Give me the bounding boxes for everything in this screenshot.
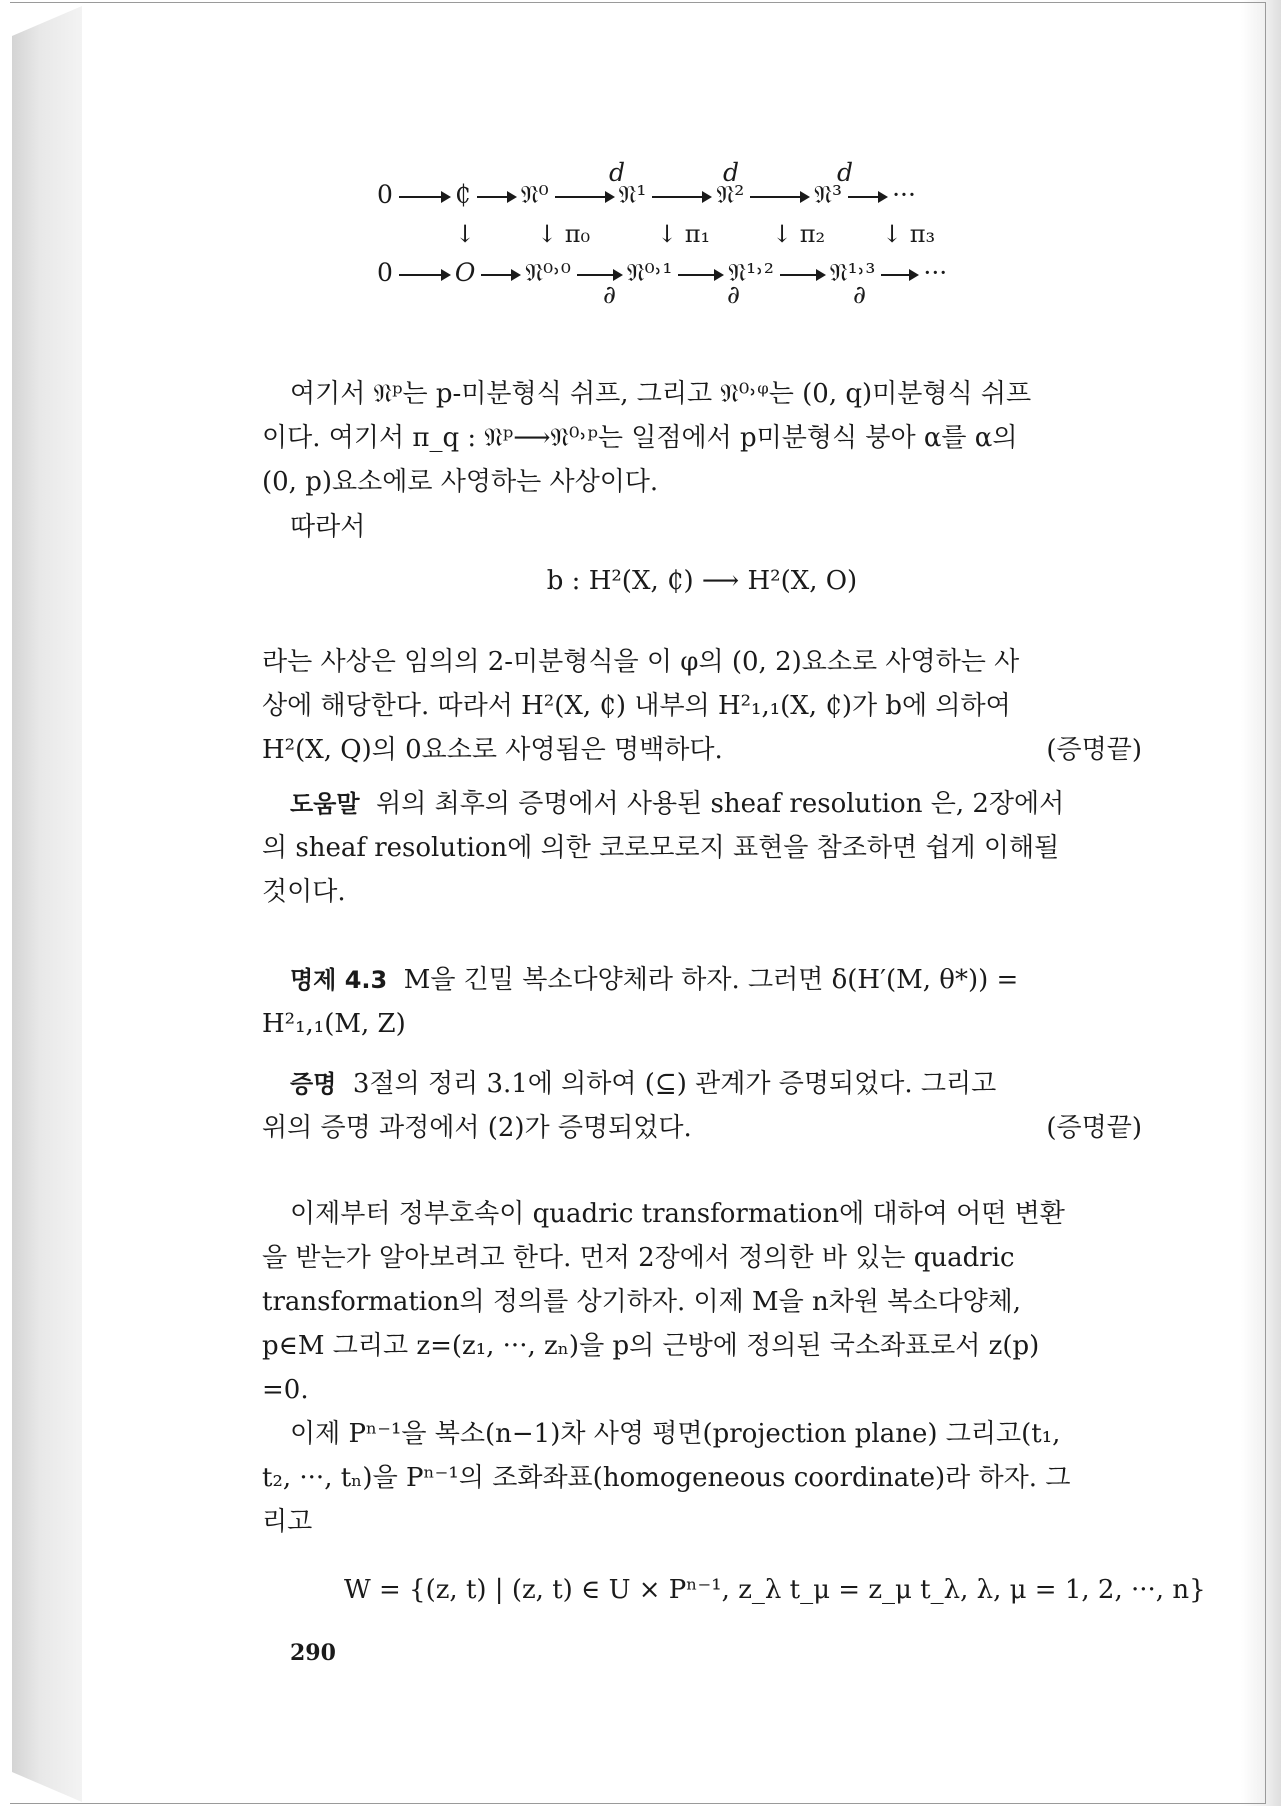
diagram-c: ₵: [454, 180, 471, 209]
qed-mark: (증명끝): [1046, 735, 1142, 765]
page-number: 290: [290, 1640, 336, 1666]
d-label: d: [723, 158, 740, 187]
arrow-d: [652, 196, 710, 198]
text-line: 3절의 정리 3.1에 의하여 (⊆) 관계가 증명되었다. 그리고: [352, 1069, 997, 1099]
qed-mark: (증명끝): [1046, 1113, 1142, 1143]
paragraph-4: [262, 1192, 1142, 1412]
equation-2: W = {(z, t) | (z, t) ∈ U × Pⁿ⁻¹, z_λ t_μ = z_μ t_λ, λ, μ = 1, 2, ···, n}: [344, 1575, 1206, 1605]
paragraph-5: [262, 1412, 1142, 1544]
text-line: M을 긴밀 복소다양체라 하자. 그러면 δ(H′(M, θ*)) =: [403, 965, 1019, 995]
vertical-arrow: ↓: [455, 220, 476, 248]
proposition-label: 명제 4.3: [290, 966, 388, 994]
pi2-arrow: ↓ π₂: [772, 220, 826, 248]
text-line: H²(X, Q)의 0요소로 사영됨은 명백하다.: [262, 735, 723, 765]
text-line: 여기서 𝔑ᵖ는 p-미분형식 쉬프, 그리고 𝔑⁰˒ᵠ는 (0, q)미분형식 쉬프: [290, 379, 1032, 409]
commutative-diagram: [377, 158, 1117, 309]
d-label: d: [609, 158, 626, 187]
diagram-dots: ···: [892, 180, 916, 209]
text-line: 이다. 여기서 π_q : 𝔑ᵖ⟶𝔑⁰˒ᵖ는 일점에서 p미분형식 붕아 α를 α의: [262, 423, 1018, 453]
partial-label: ∂: [603, 280, 616, 309]
arrow: [399, 274, 449, 276]
text-line: 이제부터 정부호속이 quadric transformation에 대하여 어떤 변환: [290, 1199, 1065, 1229]
arrow: [848, 196, 886, 198]
arrow-partial: [780, 274, 824, 276]
diagram-n1: 𝔑¹: [618, 180, 647, 209]
diagram-zero: 0: [377, 258, 393, 287]
arrow: [881, 274, 917, 276]
proposition: [262, 958, 1142, 1046]
arrow: [399, 196, 449, 198]
text-line: 상에 해당한다. 따라서 H²(X, ₵) 내부의 H²₁,₁(X, ₵)가 b에 의하여: [262, 691, 1011, 721]
text-line: H²₁,₁(M, Z): [262, 1009, 406, 1039]
book-spine: [12, 6, 82, 1802]
paragraph-3: [262, 640, 1142, 772]
diagram-n0: 𝔑⁰: [520, 180, 549, 209]
arrow-d: [750, 196, 808, 198]
arrow: [481, 274, 519, 276]
paragraph-1-cont: [262, 416, 1017, 504]
arrow-partial: [577, 274, 621, 276]
text-line: 것이다.: [262, 877, 346, 907]
text-line: 위의 최후의 증명에서 사용된 sheaf resolution 은, 2장에서: [376, 789, 1065, 819]
text-line: 의 sheaf resolution에 의한 코로모로지 표현을 참조하면 쉽게 이해될: [262, 833, 1060, 863]
text-line: 라는 사상은 임의의 2-미분형식을 이 φ의 (0, 2)요소로 사영하는 사: [262, 647, 1020, 677]
paragraph-2: 따라서: [290, 512, 366, 542]
diagram-zero: 0: [377, 180, 393, 209]
arrow-partial: [678, 274, 722, 276]
diagram-n3: 𝔑³: [814, 180, 843, 209]
diagram-n2: 𝔑²: [716, 180, 745, 209]
diagram-n12: 𝔑¹˒²: [728, 258, 774, 287]
text-line: t₂, ···, tₙ)을 Pⁿ⁻¹의 조화좌표(homogeneous coordinate)라 하자. 그: [262, 1463, 1071, 1493]
text-line: 을 받는가 알아보려고 한다. 먼저 2장에서 정의한 바 있는 quadric: [262, 1243, 1015, 1273]
diagram-o: O: [454, 258, 476, 287]
text-line: transformation의 정의를 상기하자. 이제 M을 n차원 복소다양체,: [262, 1287, 1022, 1317]
text-line: (0, p)요소에로 사영하는 사상이다.: [262, 467, 659, 497]
page-edge: [1241, 0, 1281, 1806]
remark: [262, 782, 1142, 914]
text-line: 위의 증명 과정에서 (2)가 증명되었다.: [262, 1113, 692, 1143]
d-label: d: [837, 158, 854, 187]
remark-label: 도움말: [290, 790, 360, 818]
text-line: p∈M 그리고 z=(z₁, ···, zₙ)을 p의 근방에 정의된 국소좌표로서 z(p): [262, 1331, 1040, 1361]
pi0-arrow: ↓ π₀: [537, 220, 591, 248]
partial-label: ∂: [727, 280, 740, 309]
proof: [262, 1062, 1142, 1150]
equation-1: b : H²(X, ₵) ⟶ H²(X, O): [546, 566, 858, 596]
diagram-n13: 𝔑¹˒³: [829, 258, 876, 287]
paragraph-1: [290, 372, 1031, 416]
arrow: [477, 196, 515, 198]
pi3-arrow: ↓ π₃: [882, 220, 936, 248]
diagram-row-1: [377, 180, 916, 210]
text-line: =0.: [262, 1375, 309, 1405]
text-line: 이제 Pⁿ⁻¹을 복소(n−1)차 사영 평면(projection plane) 그리고(t₁,: [290, 1419, 1061, 1449]
arrow-d: [555, 196, 613, 198]
diagram-dots: ···: [923, 258, 948, 287]
partial-label: ∂: [853, 280, 866, 309]
pi1-arrow: ↓ π₁: [657, 220, 711, 248]
text-line: 리고: [262, 1507, 313, 1537]
proof-label: 증명: [290, 1070, 337, 1098]
diagram-n00: 𝔑⁰˒⁰: [525, 258, 571, 287]
diagram-n01: 𝔑⁰˒¹: [626, 258, 673, 287]
